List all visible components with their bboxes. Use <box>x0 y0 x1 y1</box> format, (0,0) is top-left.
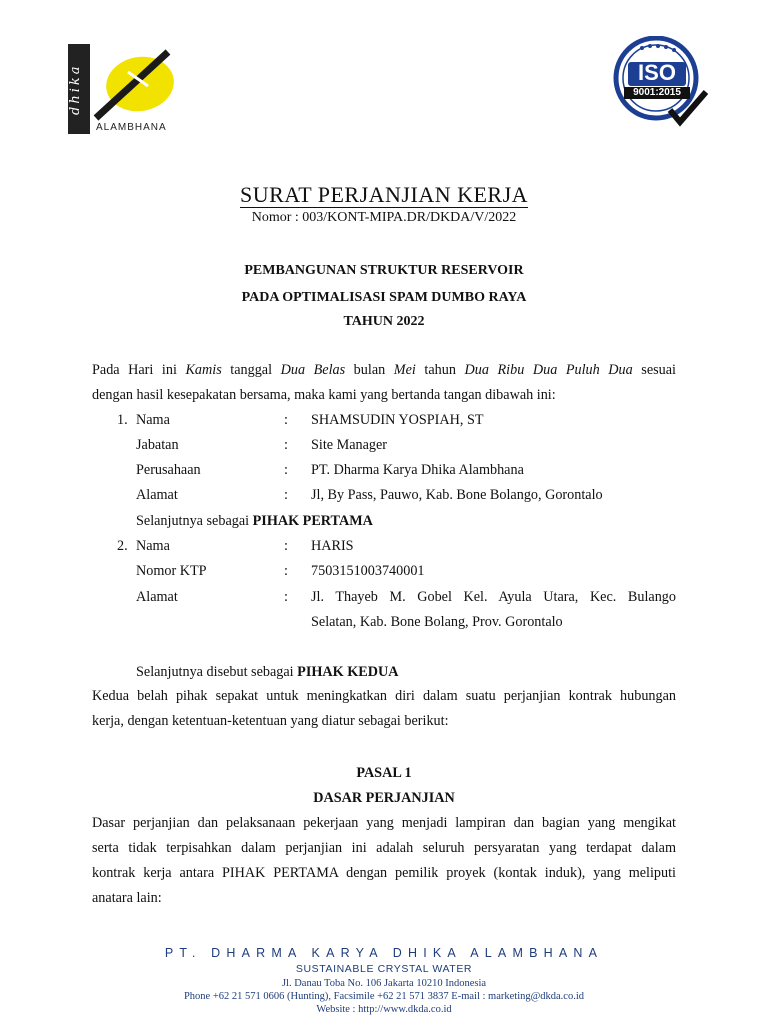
colon: : <box>284 487 288 503</box>
colon: : <box>284 589 288 605</box>
colon: : <box>284 538 288 554</box>
agreement-line-2: kerja, dengan ketentuan-ketentuan yang diatur sebagai berikut: <box>92 713 449 729</box>
footer-tagline: SUSTAINABLE CRYSTAL WATER <box>295 963 473 975</box>
party2-value-alamat-cont: Selatan, Kab. Bone Bolang, Prov. Gorontalo <box>311 614 563 630</box>
footer-address: Jl. Danau Toba No. 106 Jakarta 10210 Indonesia <box>281 978 487 989</box>
party1-designation: Selanjutnya sebagai PIHAK PERTAMA <box>136 513 373 529</box>
party2-label-ktp: Nomor KTP <box>136 563 207 579</box>
logo-vertical-text: dhika <box>68 63 83 115</box>
colon: : <box>284 462 288 478</box>
subtitle-line-2: PADA OPTIMALISASI SPAM DUMBO RAYA <box>241 290 527 305</box>
pasal-heading: DASAR PERJANJIAN <box>313 790 455 806</box>
party1-label-perusahaan: Perusahaan <box>136 462 201 478</box>
intro-line-2: dengan hasil kesepakatan bersama, maka kami yang bertanda tangan dibawah ini: <box>92 387 556 403</box>
party1-label-alamat: Alamat <box>136 487 178 503</box>
party2-designation: Selanjutnya disebut sebagai PIHAK KEDUA <box>136 664 399 680</box>
party1-value-perusahaan: PT. Dharma Karya Dhika Alambhana <box>311 462 524 478</box>
subtitle-line-1: PEMBANGUNAN STRUKTUR RESERVOIR <box>244 263 524 278</box>
party1-value-jabatan: Site Manager <box>311 437 388 453</box>
footer-contact: Phone +62 21 571 0606 (Hunting), Facsimile +62 21 571 3837 E-mail : marketing@dkda.co.id <box>183 991 585 1002</box>
logo-ellipse-icon <box>92 46 182 122</box>
intro-line-1: Pada Hari ini Kamis tanggal Dua Belas bulan Mei tahun Dua Ribu Dua Puluh Dua sesuai <box>92 362 676 378</box>
footer-website: Website : http://www.dkda.co.id <box>316 1004 452 1015</box>
colon: : <box>284 412 288 428</box>
pasal-line-2: serta tidak terpisahkan dalam perjanjian ini adalah seluruh persyaratan yang terdapat dalam <box>92 840 676 856</box>
footer-company: PT. DHARMA KARYA DHIKA ALAMBHANA <box>164 946 604 960</box>
party1-value-nama: SHAMSUDIN YOSPIAH, ST <box>311 412 484 428</box>
iso-standard-text: 9001:2015 <box>633 87 681 98</box>
party2-number: 2. <box>117 538 128 554</box>
party1-label-jabatan: Jabatan <box>136 437 179 453</box>
party2-label-alamat: Alamat <box>136 589 178 605</box>
party2-value-alamat: Jl. Thayeb M. Gobel Kel. Ayula Utara, Kec. Bulango <box>311 589 676 605</box>
party2-value-ktp: 7503151003740001 <box>311 563 425 579</box>
pasal-number: PASAL 1 <box>356 765 412 781</box>
party1-label-nama: Nama <box>136 412 170 428</box>
party1-number: 1. <box>117 412 128 428</box>
party2-value-nama: HARIS <box>311 538 354 554</box>
document-title: SURAT PERJANJIAN KERJA <box>239 182 529 207</box>
agreement-line-1: Kedua belah pihak sepakat untuk meningkatkan diri dalam suatu perjanjian kontrak hubungan <box>92 688 676 704</box>
colon: : <box>284 437 288 453</box>
document-number: Nomor : 003/KONT-MIPA.DR/DKDA/V/2022 <box>251 210 517 225</box>
iso-logo <box>612 36 708 128</box>
party2-label-nama: Nama <box>136 538 170 554</box>
pasal-line-4: anatara lain: <box>92 890 162 906</box>
subtitle-line-3: TAHUN 2022 <box>343 314 425 329</box>
iso-main-text: ISO <box>638 60 676 85</box>
logo-brand: ALAMBHANA <box>96 122 167 133</box>
pasal-line-1: Dasar perjanjian dan pelaksanaan pekerjaan yang menjadi lampiran dan bagian yang mengikat <box>92 815 676 831</box>
pasal-line-3: kontrak kerja antara PIHAK PERTAMA dengan pemilik proyek (kontak induk), yang meliputi <box>92 865 676 881</box>
colon: : <box>284 563 288 579</box>
party1-value-alamat: Jl, By Pass, Pauwo, Kab. Bone Bolango, Gorontalo <box>311 487 603 503</box>
company-logo <box>68 44 188 136</box>
